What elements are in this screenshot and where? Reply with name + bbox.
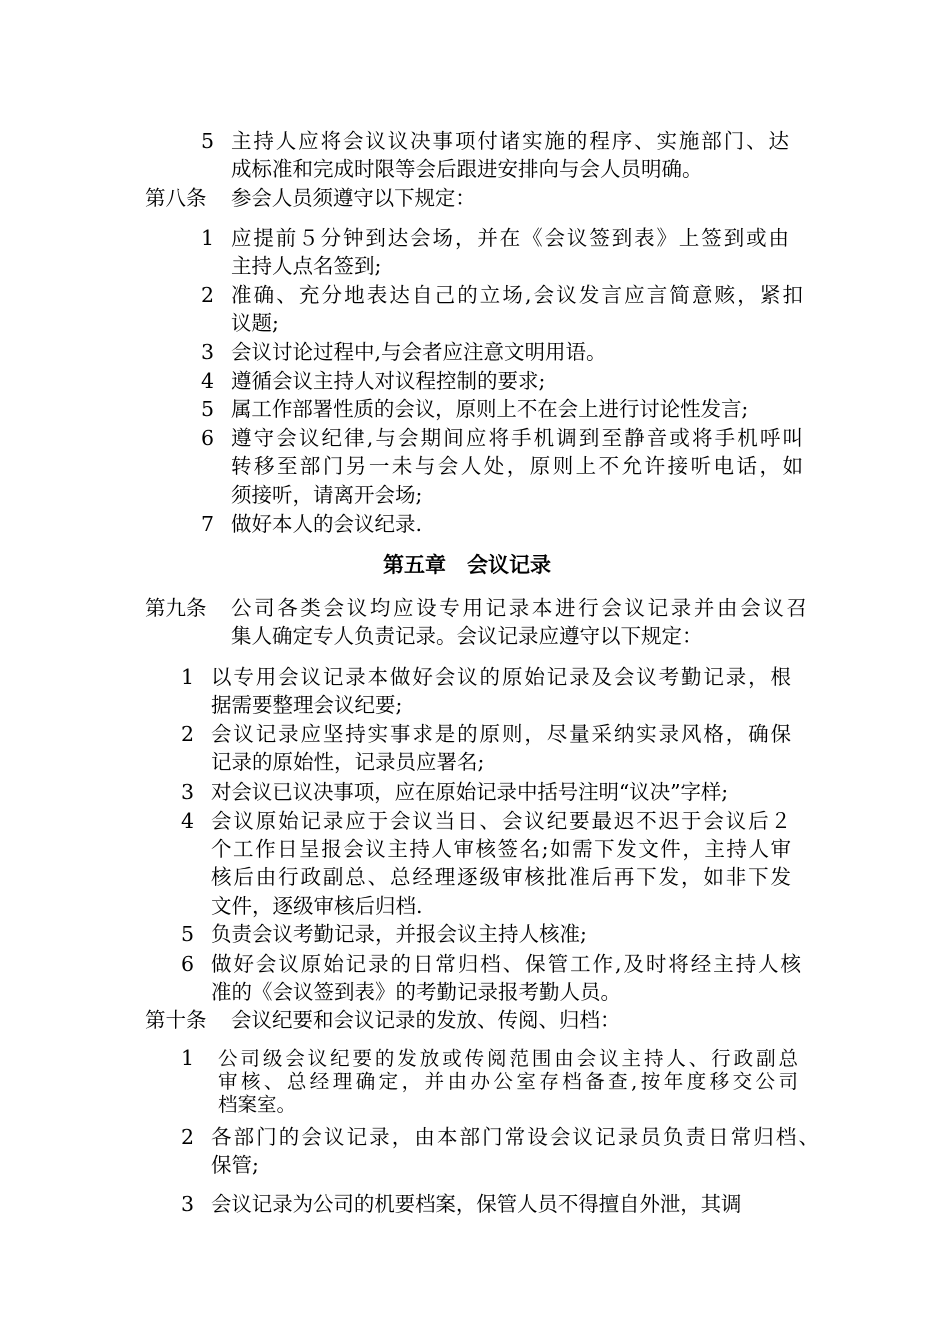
paragraph-line: 保管;	[211, 1153, 259, 1177]
paragraph-line: 须接听，请离开会场;	[231, 483, 423, 507]
paragraph-line: 会议记录为公司的机要档案，保管人员不得擅自外泄，其调	[211, 1192, 742, 1216]
paragraph-line: 以专用会议记录本做好会议的原始记录及会议考勤记录，根	[211, 665, 793, 689]
paragraph-line: 会议纪要和会议记录的发放、传阅、归档：	[231, 1008, 621, 1032]
item-number: 3	[181, 1192, 195, 1216]
paragraph-line: 遵守会议纪律,与会期间应将手机调到至静音或将手机呼叫	[231, 426, 806, 450]
item-number: 2	[181, 1125, 195, 1149]
paragraph-line: 参会人员须遵守以下规定：	[231, 186, 476, 210]
paragraph-line: 公司级会议纪要的发放或传阅范围由会议主持人、行政副总	[218, 1047, 801, 1070]
item-number: 3	[201, 340, 215, 364]
item-number: 4	[201, 369, 215, 393]
item-number: 1	[201, 226, 215, 250]
paragraph-line: 主持人应将会议议决事项付诸实施的程序、实施部门、达	[231, 129, 791, 153]
item-number: 1	[181, 665, 195, 689]
paragraph-line: 个工作日呈报会议主持人审核签名;如需下发文件，主持人审	[211, 837, 793, 861]
paragraph-line: 准的《会议签到表》的考勤记录报考勤人员。	[211, 980, 621, 1004]
item-number: 第八条	[145, 186, 207, 210]
paragraph-line: 会议原始记录应于会议当日、会议纪要最迟不迟于会议后２	[211, 809, 793, 833]
item-number: 5	[181, 922, 195, 946]
paragraph-line: 各部门的会议记录，由本部门常设会议记录员负责日常归档、	[211, 1125, 822, 1149]
paragraph-line: 负责会议考勤记录，并报会议主持人核准;	[211, 922, 587, 946]
paragraph-line: 集人确定专人负责记录。会议记录应遵守以下规定：	[231, 624, 703, 648]
paragraph-line: 文件，逐级审核后归档.	[211, 894, 423, 918]
item-number: 6	[201, 426, 215, 450]
paragraph-line: 应提前５分钟到达会场，并在《会议签到表》上签到或由	[231, 226, 791, 250]
paragraph-line: 转移至部门另一未与会人处，原则上不允许接听电话，如	[231, 454, 806, 478]
item-number: 4	[181, 809, 195, 833]
paragraph-line: 审核、总经理确定，并由办公室存档备查,按年度移交公司	[218, 1070, 802, 1093]
item-number: 5	[201, 397, 215, 421]
paragraph-line: 记录的原始性，记录员应署名;	[211, 750, 485, 774]
item-number: 6	[181, 952, 195, 976]
item-number: 5	[201, 129, 215, 153]
item-number: 7	[201, 512, 215, 536]
paragraph-line: 做好本人的会议纪录.	[231, 512, 423, 536]
paragraph-line: 做好会议原始记录的日常归档、保管工作,及时将经主持人核	[211, 952, 803, 976]
paragraph-line: 属工作部署性质的会议，原则上不在会上进行讨论性发言;	[231, 397, 749, 421]
paragraph-line: 档案室。	[218, 1093, 297, 1116]
paragraph-line: 对会议已议决事项，应在原始记录中括号注明“议决”字样;	[211, 780, 729, 804]
chapter-heading: 第五章 会议记录	[383, 552, 551, 577]
item-number: 2	[181, 722, 195, 746]
item-number: 3	[181, 780, 195, 804]
paragraph-line: 公司各类会议均应设专用记录本进行会议记录并由会议召	[231, 596, 810, 620]
paragraph-line: 成标准和完成时限等会后跟进安排向与会人员明确。	[231, 157, 703, 181]
paragraph-line: 遵循会议主持人对议程控制的要求;	[231, 369, 546, 393]
item-number: 2	[201, 283, 215, 307]
paragraph-line: 核后由行政副总、总经理逐级审核批准后再下发，如非下发	[211, 865, 793, 889]
paragraph-line: 据需要整理会议纪要;	[211, 693, 403, 717]
paragraph-line: 议题;	[231, 311, 279, 335]
paragraph-line: 会议记录应坚持实事求是的原则，尽量采纳实录风格，确保	[211, 722, 793, 746]
paragraph-line: 准确、充分地表达自己的立场,会议发言应言简意赅，紧扣	[231, 283, 806, 307]
item-number: 1	[181, 1046, 195, 1070]
item-number: 第九条	[145, 596, 207, 620]
paragraph-line: 主持人点名签到;	[231, 254, 382, 278]
item-number: 第十条	[145, 1008, 207, 1032]
paragraph-line: 会议讨论过程中,与会者应注意文明用语。	[231, 340, 607, 364]
